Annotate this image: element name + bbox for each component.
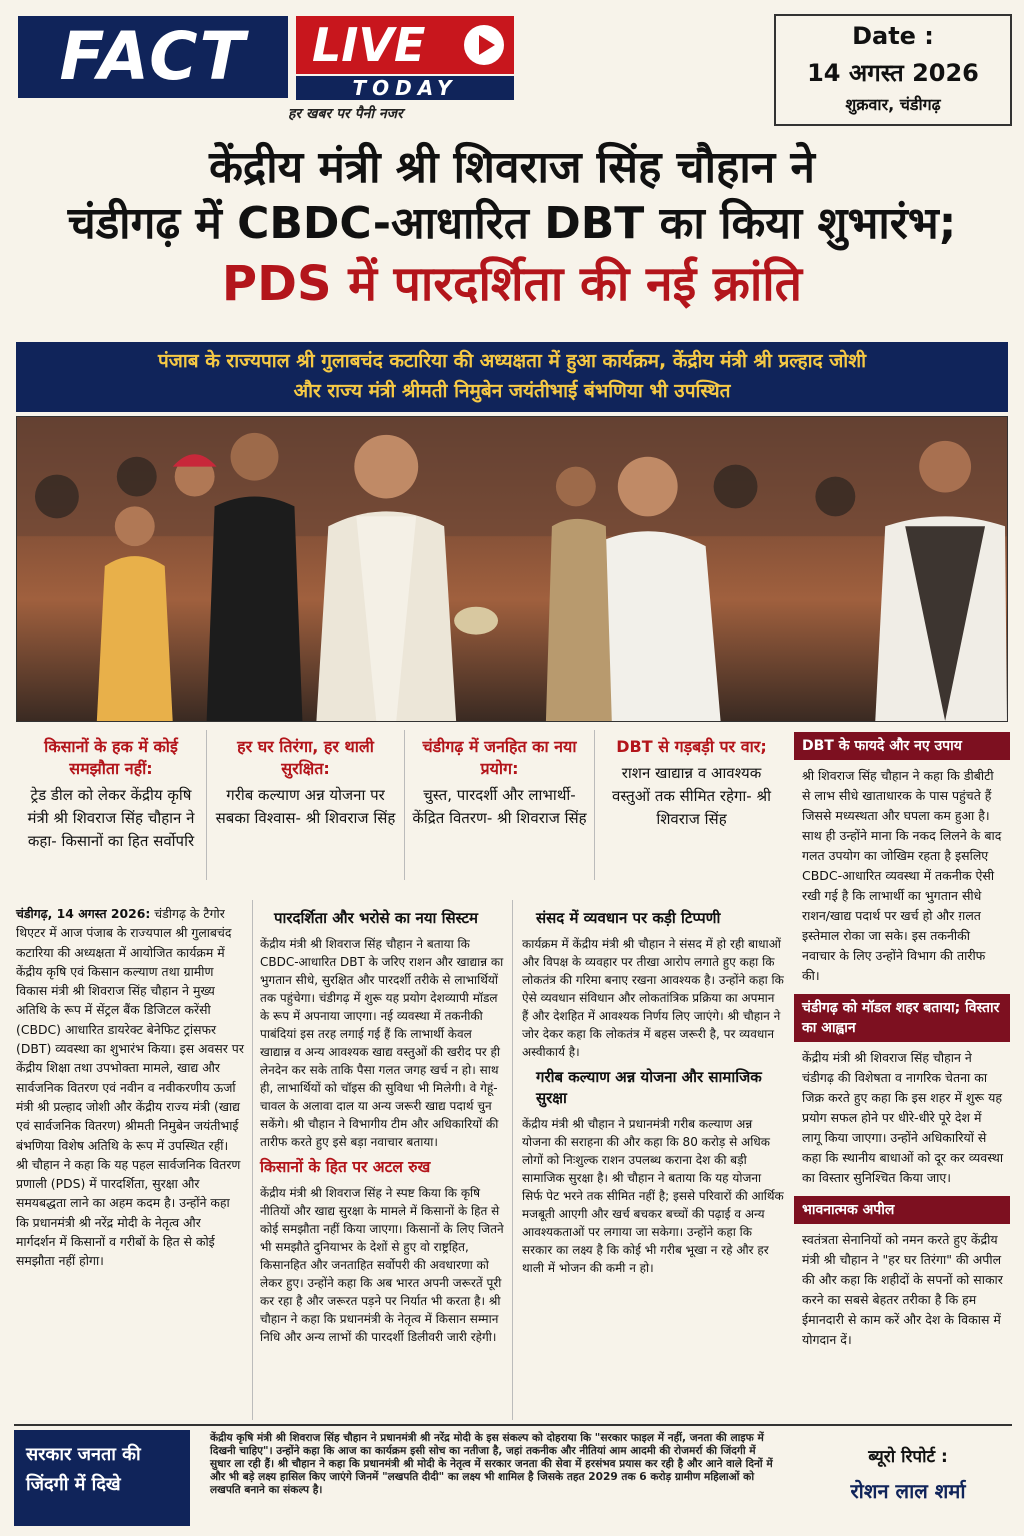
event-photo-illustration [17,417,1007,721]
subheadline-line-2: और राज्य मंत्री श्रीमती निमुबेन जयंतीभाई बंभणिया भी उपस्थित [293,380,731,402]
highlight-card-title: हर घर तिरंगा, हर थाली सुरक्षित: [237,737,374,778]
logo-tagline: हर खबर पर पैनी नजर [288,106,403,122]
highlight-card [16,730,206,880]
highlight-card-text: चुस्त, पारदर्शी और लाभार्थी-केंद्रित वितरण- श्री शिवराज सिंह [412,786,587,827]
section-text: केंद्रीय मंत्री श्री चौहान ने प्रधानमंत्री गरीब कल्याण अन्न योजना की सराहना की और कहा कि 80 करोड़ से अधिक लोगों को निःशुल्क राशन उपलब्ध कराना देश की बड़ी सामाजिक सुरक्षा है। श्री चौहान ने बताया कि यह योजना सिर्फ पेट भरने तक सीमित नहीं है; इससे परिवारों की आर्थिक मजबूती आएगी और खर्च बचकर बच्चों की पढ़ाई व अन्य आवश्यकताओं पर लगाया जा सकेगा। उन्होंने कहा कि सरकार का लक्ष्य है कि कोई भी गरीब भूखा न रहे और हर थाली में भोजन की कमी न हो। [522,1117,784,1275]
sidebar-heading: DBT के फायदे और नए उपाय [794,732,1010,760]
highlight-card-title: किसानों के हक में कोई समझौता नहीं: [44,737,178,778]
sidebar-text: स्वतंत्रता सेनानियों को नमन करते हुए केंद्रीय मंत्री श्री चौहान ने "हर घर तिरंगा" की अपील की और कहा कि शहीदों के सपनों को साकार करने का सबसे बेहतर तरीका है कि हम ईमानदारी से काम करें और देश के विकास में योगदान दें। [802,1232,1003,1347]
footer-rule [14,1424,1012,1426]
column-divider [252,900,253,1420]
section-heading: पारदर्शिता और भरोसे का नया सिस्टम [274,909,479,927]
sidebar-heading: भावनात्मक अपील [794,1196,1010,1224]
highlight-card-title: चंडीगढ़ में जनहित का नया प्रयोग: [422,737,577,778]
bureau-label: ब्यूरो रिपोर्ट : [868,1447,948,1467]
footer [14,1430,1012,1530]
dateline: चंडीगढ़, 14 अगस्त 2026: [16,906,151,921]
main-headline [10,140,1014,316]
footer-slogan: सरकार जनता की जिंदगी में दिखे [14,1430,190,1526]
subheadline-band [16,342,1008,412]
section-heading: गरीब कल्याण अन्न योजना और सामाजिक सुरक्षा [536,1068,762,1107]
date-day: शुक्रवार, चंडीगढ़ [845,95,941,114]
reporter-name: रोशन लाल शर्मा [850,1479,966,1503]
logo [18,16,518,120]
column-divider [512,900,513,1420]
section-text: केंद्रीय मंत्री श्री शिवराज सिंह ने स्पष्ट किया कि कृषि नीतियों और खाद्य सुरक्षा के मामले में किसानों के हित से कोई समझौता नहीं किया जाएगा। किसानों के लिए जितने भी समझौते दुनियाभर के देशों से हुए वो राष्ट्रहित, किसानहित और जनताहित सर्वोपरी की अवधारणा को लेकर हुए। उन्होंने कहा कि अब भारत अपनी जरूरतें पूरी कर रहा है और जरूरत पड़ने पर निर्यात भी करता है। श्री चौहान ने कहा कि प्रधानमंत्री के नेतृत्व में किसान सम्मान निधि और अन्य लाभों की पारदर्शी डिलीवरी जारी रहेगी। [260,1186,504,1344]
byline [804,1430,1012,1526]
date-box [774,14,1012,126]
sidebar-heading: चंडीगढ़ को मॉडल शहर बताया; विस्तार का आह्वान [794,994,1010,1042]
logo-live-label: LIVE [312,18,426,72]
play-icon [464,25,504,65]
section-text: कार्यक्रम में केंद्रीय मंत्री श्री चौहान ने संसद में हो रही बाधाओं और विपक्ष के व्यवहार पर तीखा आरोप लगाते हुए कहा कि लोकतंत्र की गरिमा बनाए रखना आवश्यक है। उन्होंने कहा कि ऐसे व्यवधान संविधान और लोकतांत्रिक प्रक्रिया का अपमान हैं और देशहित में आवश्यक निर्णय लिए जाएंगे। श्री चौहान ने जोर देकर कहा कि लोकतंत्र में बहस जरूरी है, पर व्यवधान अस्वीकार्य है। [522,937,784,1059]
article-column-3 [522,904,784,1283]
logo-today-text: TODAY [296,76,514,100]
logo-fact-text: FACT [18,16,288,98]
section-heading: किसानों के हित पर अटल रुख [260,1158,431,1176]
section-heading: संसद में व्यवधान पर कड़ी टिप्पणी [536,909,721,927]
masthead [14,10,1010,128]
sidebar-text: श्री शिवराज सिंह चौहान ने कहा कि डीबीटी से लाभ सीधे खाताधारक के पास पहुंचते हैं जिससे मध्यस्थता और घपला कम हुआ है। साथ ही उन्होंने माना कि नकद लिलने के बाद गलत उपयोग का जोखिम रहता है इसलिए CBDC-आधारित व्यवस्था में तकनीक ऐसी रखी गई है कि लाभार्थी का भुगतान सीधे राशन/खाद्य पदार्थ पर खर्च हो और ग़लत इस्तेमाल रोका जा सके। इस तकनीकी नवाचार के लिए उन्होंने विभाग की तारीफ की। [802,768,1002,983]
subheadline-line-1: पंजाब के राज्यपाल श्री गुलाबचंद कटारिया की अध्यक्षता में हुआ कार्यक्रम, केंद्रीय मंत्री श्री प्रल्हाद जोशी [157,350,867,372]
logo-live-text [296,16,514,74]
highlight-cards [16,730,788,880]
article-text: चंडीगढ़ के टैगोर थिएटर में आज पंजाब के राज्यपाल श्री गुलाबचंद कटारिया की अध्यक्षता में आयोजित कार्यक्रम में केंद्रीय कृषि एवं किसान कल्याण तथा ग्रामीण विकास मंत्री श्री शिवराज सिंह चौहान ने मुख्य अतिथि के रूप में सेंट्रल बैंक डिजिटल करेंसी (CBDC) आधारित डायरेक्ट बेनेफिट ट्रांसफर (DBT) व्यवस्था का शुभारंभ किया। इस अवसर पर केंद्रीय शिक्षा तथा उपभोक्ता मामले, खाद्य और सार्वजनिक वितरण एवं नवीन व नवीकरणीय ऊर्जा मंत्री श्री प्रल्हाद जोशी और केंद्रीय राज्य मंत्री (खाद्य एवं सार्वजनिक वितरण) श्रीमती निमुबेन जयंतीभाई बंभणिया विशेष अतिथि के रूप में उपस्थित रहीं। श्री चौहान ने कहा कि यह पहल सार्वजनिक वितरण प्रणाली (PDS) में पारदर्शिता, सुरक्षा और समयबद्धता लाने का अहम कदम है। उन्होंने कहा कि प्रधानमंत्री श्री नरेंद्र मोदी के नेतृत्व और मार्गदर्शन में किसानों व गरीबों के हित से कोई समझौता नहीं होगा। [16,906,244,1269]
date-label: Date : [852,22,934,50]
highlight-card [594,730,788,880]
highlight-card-text: राशन खाद्यान्न व आवश्यक वस्तुओं तक सीमित रहेगा- श्री शिवराज सिंह [612,764,771,828]
headline-line-2: चंडीगढ़ में CBDC-आधारित DBT का किया शुभारंभ; [67,198,957,249]
article-column-1 [16,904,244,1271]
right-sidebar [794,732,1010,1412]
highlight-card-text: गरीब कल्याण अन्न योजना पर सबका विश्वास- श्री शिवराज सिंह [215,786,396,827]
date-value: 14 अगस्त 2026 [807,59,979,87]
highlight-card-text: ट्रेड डील को लेकर केंद्रीय कृषि मंत्री श्री शिवराज सिंह चौहान ने कहा- किसानों का हित सर्वोपरि [27,786,195,850]
footer-text: केंद्रीय कृषि मंत्री श्री शिवराज सिंह चौहान ने प्रधानमंत्री श्री नरेंद्र मोदी के इस संकल्प को दोहराया कि "सरकार फाइल में नहीं, जनता की लाइफ में दिखनी चाहिए"। उन्होंने कहा कि आज का कार्यक्रम इसी सोच का नतीजा है, जहां तकनीक और नीतियां आम आदमी की रोजमर्रा की जिंदगी में सुधार ला रही हैं। श्री चौहान ने कहा कि प्रधानमंत्री श्री मोदी के नेतृत्व में सरकार जनता की सेवा में हरसंभव प्रयास कर रही है और आने वाले दिनों में और भी बड़े लक्ष्य हासिल किए जाएंगे जिनमें "लखपति दीदी" का लक्ष्य भी शामिल है जिसके तहत 2029 तक 6 करोड़ ग्रामीण महिलाओं को लखपति बनाने का संकल्प है। [210,1432,773,1496]
sidebar-text: केंद्रीय मंत्री श्री शिवराज सिंह चौहान ने चंडीगढ़ की विशेषता व नागरिक चेतना का जिक्र करते हुए कहा कि इस शहर में शुरू यह प्रयोग सफल होने पर धीरे-धीरे पूरे देश में लागू किया जाएगा। उन्होंने अधिकारियों से कहा कि स्थानीय बाधाओं को दूर कर व्यवस्था का विस्तार सुनिश्चित किया जाए। [802,1050,1004,1185]
highlight-card [404,730,594,880]
headline-line-1: केंद्रीय मंत्री श्री शिवराज सिंह चौहान ने [209,142,815,193]
section-text: केंद्रीय मंत्री श्री शिवराज सिंह चौहान ने बताया कि CBDC-आधारित DBT के जरिए राशन और खाद्यान्न का भुगतान सीधे, सुरक्षित और पारदर्शी तरीके से लाभार्थियों तक पहुंचेगा। चंडीगढ़ में शुरू यह प्रयोग देशव्यापी मॉडल के रूप में अपनाया जाएगा। नई व्यवस्था में तकनीकी पाबंदियां इस तरह लगाई गई हैं कि लाभार्थी केवल खाद्यान्न व अन्य आवश्यक खाद्य वस्तुओं की खरीद पर ही लेनदेन कर सके ताकि पैसा गलत जगह खर्च न हो। साथ ही, लाभार्थियों को चॉइस की सुविधा भी मिलेगी। वे गेहूं-चावल के अलावा दाल या अन्य जरूरी खाद्य पदार्थ चुन सकेंगे। श्री चौहान ने विभागीय टीम और अधिकारियों की तारीफ करते हुए इसे बड़ा नवाचार बताया। [260,937,504,1149]
headline-line-3: PDS में पारदर्शिता की नई क्रांति [221,256,803,312]
highlight-card [206,730,404,880]
highlight-card-title: DBT से गड़बड़ी पर वार; [616,737,767,756]
event-photo [16,416,1008,722]
article-column-2 [260,904,504,1352]
